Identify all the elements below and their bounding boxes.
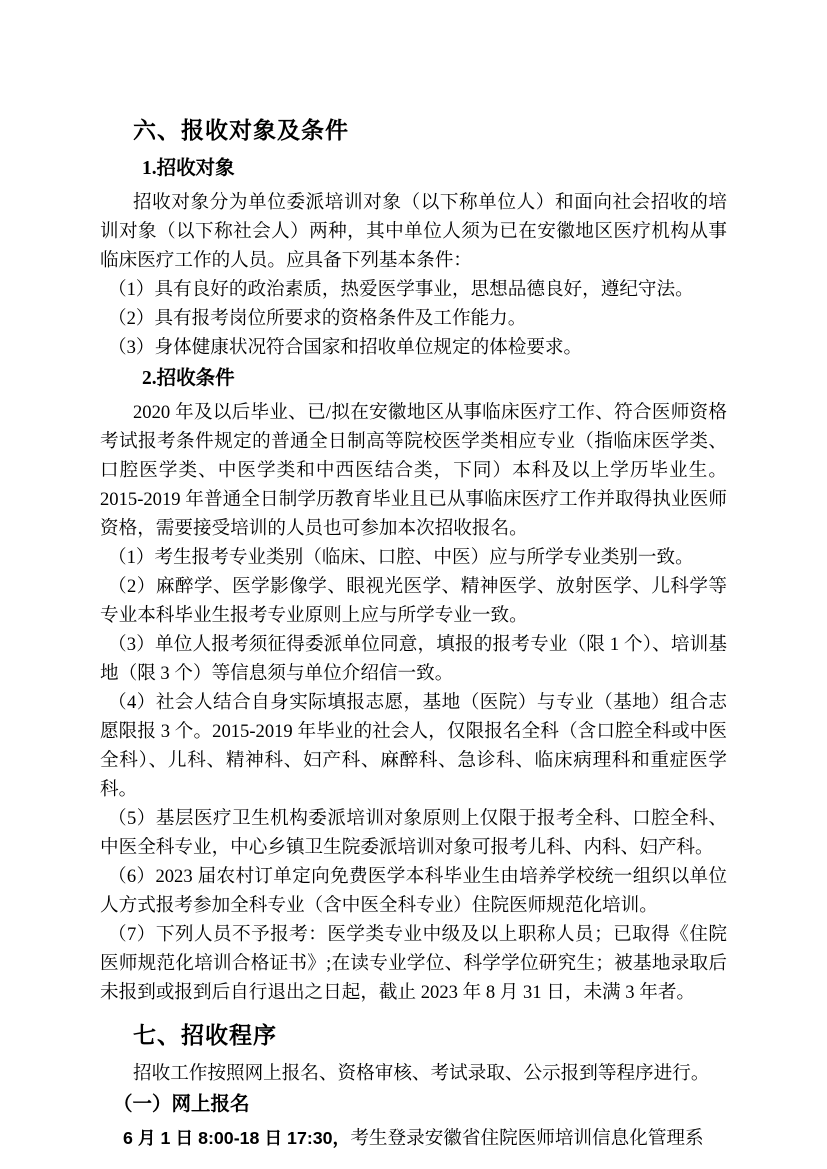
subsection-heading-online-registration: （一）网上报名 xyxy=(113,1094,250,1115)
list-item-condition-7: （7）下列人员不予报考：医学类专业中级及以上职称人员；已取得《住院医师规范化培训合格证书》;在读专业学位、科学学位研究生；被基地录取后未报到或报到后自行退出之日起，截止 2023 年 8 月 31 日，未满 3 年者。 xyxy=(100,924,727,1003)
paragraph-procedure-overview: 招收工作按照网上报名、资格审核、考试录取、公示报到等程序进行。 xyxy=(133,1063,710,1084)
list-item-basic-condition-3: （3）身体健康状况符合国家和招收单位规定的体检要求。 xyxy=(108,337,583,358)
list-item-condition-4: （4）社会人结合自身实际填报志愿，基地（医院）与专业（基地）组合志愿限报 3 个。2015-2019 年毕业的社会人，仅限报名全科（含口腔全科或中医全科）、儿科、精神科、妇产科、麻醉科、急诊科、临床病理科和重症医学科。 xyxy=(100,692,727,800)
list-item-condition-3: （3）单位人报考须征得委派单位同意，填报的报考专业（限 1 个）、培训基地（限 3 个）等信息须与单位介绍信一致。 xyxy=(100,634,727,684)
registration-instruction-text: 考生登录安徽省住院医师培训信息化管理系 xyxy=(350,1128,704,1149)
list-item-condition-1: （1）考生报考专业类别（临床、口腔、中医）应与所学专业类别一致。 xyxy=(108,547,694,568)
subsection-heading-recruitment-targets: 1.招收对象 xyxy=(142,158,235,179)
list-item-condition-2: （2）麻醉学、医学影像学、眼视光医学、精神医学、放射医学、儿科学等专业本科毕业生报考专业原则上应与所学专业一致。 xyxy=(100,576,727,626)
paragraph-online-registration-time xyxy=(100,1124,727,1153)
list-item-basic-condition-1: （1）具有良好的政治素质，热爱医学事业，思想品德良好，遵纪守法。 xyxy=(108,279,694,300)
list-item-condition-5: （5）基层医疗卫生机构委派培训对象原则上仅限于报考全科、口腔全科、中医全科专业，中心乡镇卫生院委派培训对象可报考儿科、内科、妇产科。 xyxy=(100,808,727,858)
registration-datetime-range: 6 月 1 日 8:00-18 日 17:30， xyxy=(123,1128,351,1148)
section-heading-recruitment-targets-conditions: 六、报收对象及条件 xyxy=(133,118,349,143)
paragraph-recruitment-target-definition: 招收对象分为单位委派培训对象（以下称单位人）和面向社会招收的培训对象（以下称社会人）两种，其中单位人须为已在安徽地区医疗机构从事临床医疗工作的人员。应具备下列基本条件： xyxy=(100,192,727,271)
subsection-heading-recruitment-conditions: 2.招收条件 xyxy=(142,368,235,389)
section-heading-recruitment-procedure: 七、招收程序 xyxy=(133,1023,277,1048)
list-item-condition-6: （6）2023 届农村订单定向免费医学本科毕业生由培养学校统一组织以单位人方式报考参加全科专业（含中医全科专业）住院医师规范化培训。 xyxy=(100,866,727,916)
list-item-basic-condition-2: （2）具有报考岗位所要求的资格条件及工作能力。 xyxy=(108,308,527,329)
paragraph-eligibility-overview: 2020 年及以后毕业、已/拟在安徽地区从事临床医疗工作、符合医师资格考试报考条件规定的普通全日制高等院校医学类相应专业（指临床医学类、口腔医学类、中医学类和中西医结合类，下同）本科及以上学历毕业生。2015-2019 年普通全日制学历教育毕业且已从事临床医疗工作并取得执业医师资格，需要接受培训的人员也可参加本次招收报名。 xyxy=(100,402,727,539)
